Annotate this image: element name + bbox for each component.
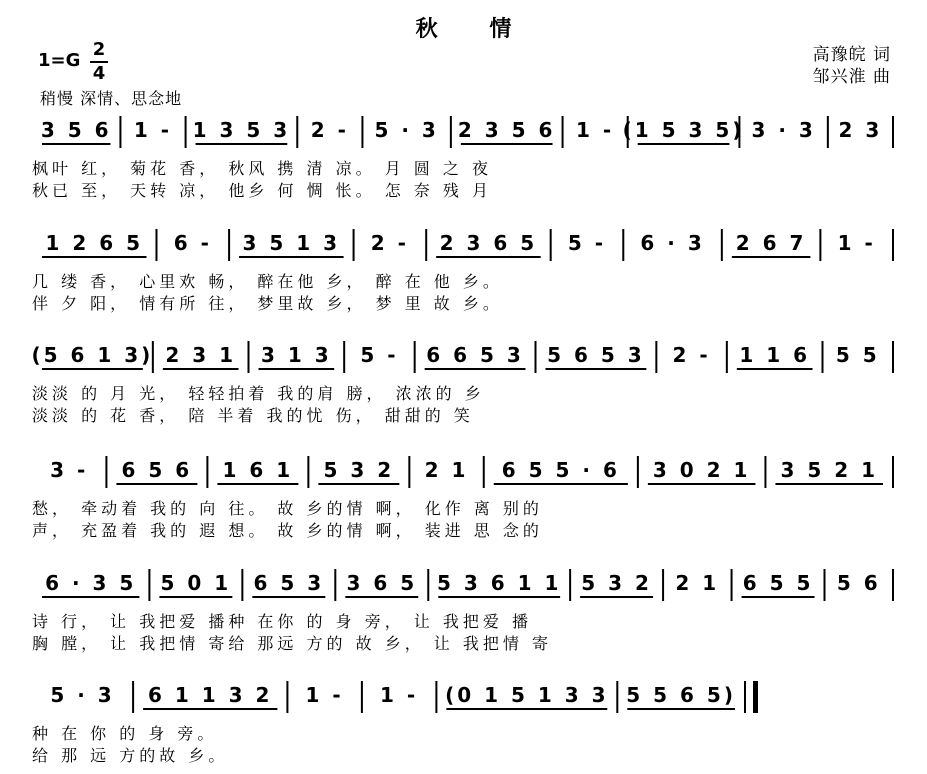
measure-notes: 2 3 6 5 [439, 231, 538, 255]
measure-notes: (1 5 3 5) [622, 118, 745, 142]
measure-notes: 6 · 3 5 [45, 571, 137, 595]
measure-notes: 1 - [837, 231, 876, 255]
tempo-marking: 稍慢 深情、思念地 [40, 89, 183, 108]
measure-notes: (0 1 5 1 3 3 [445, 683, 609, 707]
measure-notes: 5 6 5 3 [547, 343, 645, 367]
measure-notes: 5 5 [835, 343, 880, 367]
final-bar [753, 681, 758, 713]
measure-notes: 6 1 1 3 2 [148, 683, 273, 707]
measure-notes: 3 5 1 3 [242, 231, 341, 255]
lyrics-verse-1: 愁， 牵动着 我的 向 往。 故 乡的情 啊， 化作 离 别的 [32, 499, 543, 518]
measure-notes: 2 - [370, 231, 409, 255]
measure-notes: 3 5 6 [40, 118, 112, 142]
measure-notes: 5 3 2 [581, 571, 652, 595]
measure-notes: 6 - [173, 231, 212, 255]
measure-notes: 5 0 1 [160, 571, 232, 595]
measure-notes: 1 3 5 3 [192, 118, 291, 142]
lyrics-verse-2: 声， 充盈着 我的 遐 想。 故 乡的情 啊， 装进 思 念的 [32, 521, 543, 540]
measure-notes: 1 - [576, 118, 615, 142]
meter-bottom: 4 [92, 63, 106, 84]
measure-notes: 6 5 5 · 6 [501, 458, 620, 482]
measure-notes: 1 - [380, 683, 419, 707]
measure-notes: 1 2 6 5 [45, 231, 144, 255]
lyrics-verse-2: 给 那 远 方的故 乡。 [32, 746, 229, 765]
measure-notes: 5 3 6 1 1 [436, 571, 562, 595]
composer-credit: 邹兴淮 曲 [812, 67, 891, 87]
measure-notes: 2 1 [424, 458, 469, 482]
key-signature: 1=G [38, 50, 81, 71]
measure-notes: 6 5 3 [253, 571, 325, 595]
measure-notes: 2 - [672, 343, 711, 367]
measure-notes: 2 3 1 [165, 343, 237, 367]
measure-notes: 5 · 3 [374, 118, 439, 142]
measure-notes: (5 6 1 3) [31, 343, 154, 367]
lyricist-credit: 高豫皖 词 [812, 45, 891, 65]
measure-notes: 5 - [567, 231, 607, 255]
measure-notes: 3 5 2 1 [780, 458, 879, 482]
song-title: 秋 情 [415, 17, 534, 42]
measure-notes: 5 6 [836, 571, 881, 595]
lyrics-verse-2: 胸 膛， 让 我把情 寄给 那远 方的 故 乡， 让 我把情 寄 [32, 634, 552, 653]
measure-notes: 5 5 6 5) [626, 683, 737, 707]
lyrics-verse-1: 诗 行， 让 我把爱 播种 在你 的 身 旁， 让 我把爱 播 [32, 612, 532, 631]
measure-notes: 5 · 3 [50, 683, 115, 707]
measure-notes: 6 6 5 3 [426, 343, 524, 367]
measure-notes: 2 1 [675, 571, 720, 595]
measure-notes: 3 0 2 1 [652, 458, 751, 482]
measure-notes: 1 - [305, 683, 344, 707]
measure-notes: 1 6 1 [222, 458, 294, 482]
lyrics-verse-2: 淡淡 的 花 香， 陪 半着 我的忧 伤， 甜甜的 笑 [32, 406, 474, 425]
measure-notes: 3 - [50, 458, 89, 482]
lyrics-verse-1: 几 缕 香， 心里欢 畅， 醉在他 乡， 醉 在 他 乡。 [32, 272, 503, 291]
measure-notes: 2 3 [838, 118, 883, 142]
measure-notes: 2 3 5 6 [457, 118, 556, 142]
measure-notes: 6 5 5 [742, 571, 814, 595]
measure-notes: 3 1 3 [260, 343, 332, 367]
meter-top: 2 [92, 39, 106, 60]
lyrics-verse-1: 淡淡 的 月 光， 轻轻拍着 我的肩 膀， 浓浓的 乡 [32, 384, 485, 403]
lyrics-verse-1: 种 在 你 的 身 旁。 [32, 724, 218, 743]
measure-notes: 1 - [133, 118, 173, 142]
lyrics-verse-2: 伴 夕 阳， 情有所 往， 梦里故 乡， 梦 里 故 乡。 [32, 294, 503, 313]
measure-notes: 3 · 3 [751, 118, 816, 142]
measure-notes: 5 3 2 [323, 458, 395, 482]
measure-notes: 6 · 3 [640, 231, 705, 255]
lyrics-verse-1: 枫叶 红， 菊花 香， 秋风 携 清 凉。 月 圆 之 夜 [32, 159, 492, 178]
measure-notes: 2 - [310, 118, 349, 142]
lyrics-verse-2: 秋已 至， 天转 凉， 他乡 何 惆 怅。 怎 奈 残 月 [32, 181, 492, 200]
measure-notes: 3 6 5 [346, 571, 418, 595]
measure-notes: 1 1 6 [739, 343, 811, 367]
measure-notes: 2 6 7 [735, 231, 807, 255]
measure-notes: 5 - [360, 343, 399, 367]
measure-notes: 6 5 6 [121, 458, 193, 482]
